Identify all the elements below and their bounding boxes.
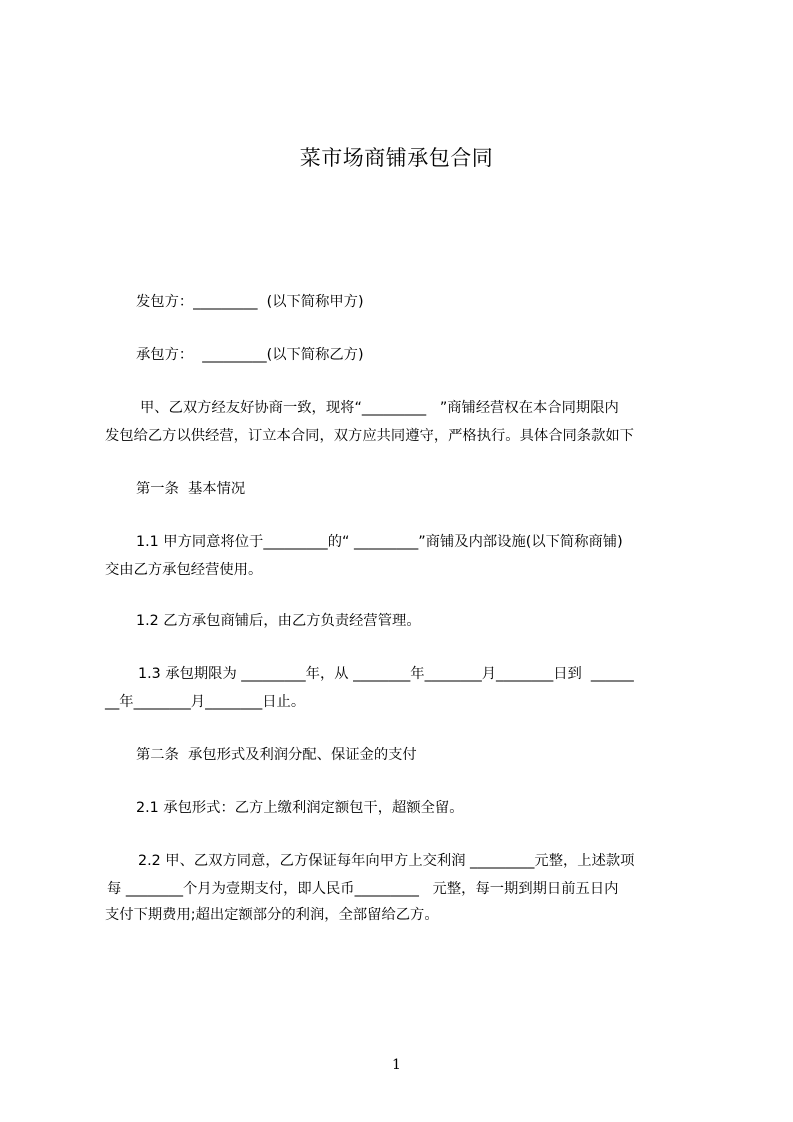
clause-1-1-line-1: 1.1 甲方同意将位于_________的“ _________”商铺及内部设施(以下简称商铺): [136, 534, 623, 550]
clause-2-2-line-2: 每 ________个月为壹期支付，即人民币_________ 元整，每一期到期日前五日内: [107, 881, 619, 897]
party-b-line: 承包方： _________(以下简称乙方): [136, 347, 364, 363]
party-a-line: 发包方：_________ (以下简称甲方): [136, 294, 364, 310]
clause-1-2: 1.2 乙方承包商铺后，由乙方负责经营管理。: [136, 613, 421, 629]
article-1-heading: 第一条 基本情况: [136, 481, 246, 497]
clause-2-1: 2.1 承包形式：乙方上缴利润定额包干，超额全留。: [136, 800, 464, 816]
intro-line-2: 发包给乙方以供经营，订立本合同，双方应共同遵守，严格执行。具体合同条款如下: [105, 428, 634, 444]
page-number: 1: [392, 1057, 401, 1073]
article-2-heading: 第二条 承包形式及利润分配、保证金的支付: [136, 747, 417, 763]
contract-title: 菜市场商铺承包合同: [299, 146, 494, 170]
clause-2-2-line-3: 支付下期费用;超出定额部分的利润，全部留给乙方。: [105, 907, 439, 923]
clause-1-3-line-1: 1.3 承包期限为 _________年，从 ________年________月________日到 ______: [138, 666, 634, 682]
clause-1-1-line-2: 交由乙方承包经营使用。: [105, 562, 263, 578]
clause-2-2-line-1: 2.2 甲、乙双方同意，乙方保证每年向甲方上交利润 _________元整，上述款项: [138, 853, 635, 869]
clause-1-3-line-2: __年________月________日止。: [105, 694, 306, 710]
intro-line-1: 甲、乙双方经友好协商一致，现将“_________ ”商铺经营权在本合同期限内: [140, 400, 619, 416]
